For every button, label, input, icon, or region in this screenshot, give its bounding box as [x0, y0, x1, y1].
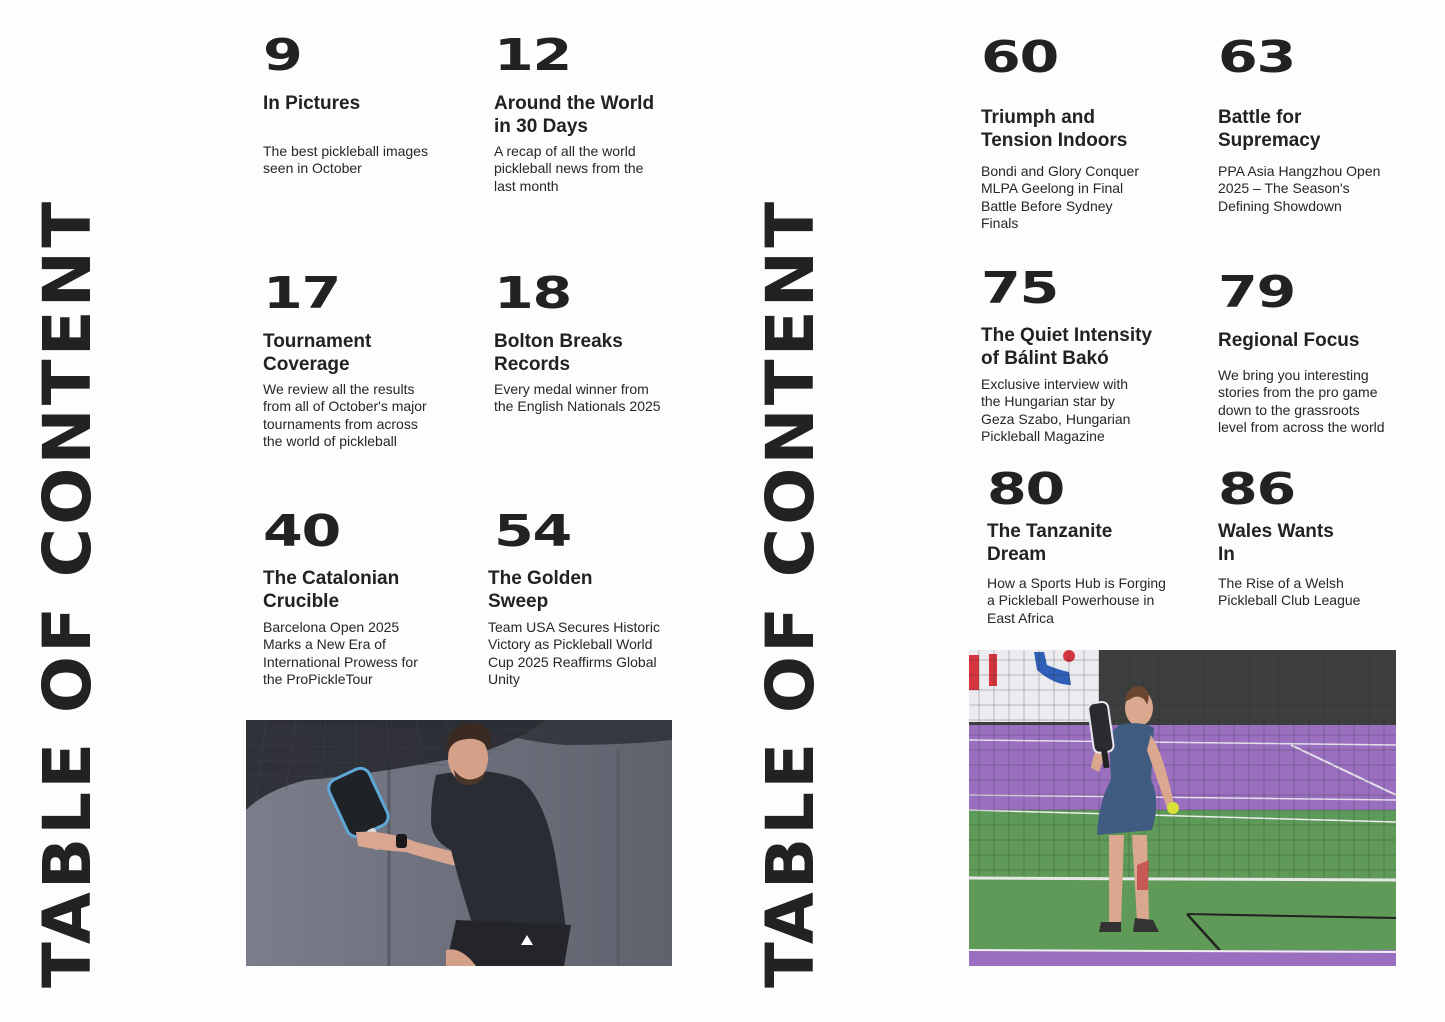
entry-heading: Battle for Supremacy [1218, 107, 1321, 151]
toc-entry[interactable] [263, 268, 473, 450]
entry-heading: The Golden Sweep [488, 568, 593, 612]
entry-heading: Bolton Breaks Records [494, 331, 623, 375]
entry-heading: Tournament Coverage [263, 331, 372, 375]
toc-entry[interactable] [263, 506, 473, 688]
page-number: 63 [1218, 32, 1296, 83]
toc-entry[interactable] [1218, 267, 1428, 436]
entry-heading: The Catalonian Crucible [263, 568, 400, 612]
vertical-title-left: TABLE OF CONTENT [29, 198, 106, 988]
toc-entry[interactable] [1218, 464, 1428, 609]
vertical-title-right: TABLE OF CONTENT [752, 198, 829, 988]
toc-entry[interactable] [987, 464, 1197, 626]
toc-entry[interactable] [488, 506, 698, 688]
entry-description: The Rise of a Welsh Pickleball Club League [1218, 575, 1361, 609]
toc-entry[interactable] [494, 30, 704, 194]
entry-heading: The Tanzanite Dream [987, 521, 1113, 565]
entry-description: A recap of all the world pickleball news from the last month [494, 143, 644, 194]
toc-entry[interactable] [494, 268, 704, 415]
entry-heading: In Pictures [263, 93, 361, 114]
page-number: 18 [494, 268, 572, 319]
entry-description: We review all the results from all of October's major tournaments from across the world of pickleball [263, 381, 427, 450]
entry-heading: Regional Focus [1218, 330, 1360, 351]
entry-heading: Around the World in 30 Days [494, 93, 655, 137]
toc-entry[interactable] [981, 263, 1191, 445]
page-number: 54 [494, 506, 572, 557]
entry-description: How a Sports Hub is Forging a Pickleball Powerhouse in East Africa [987, 575, 1166, 626]
page-number: 17 [263, 268, 341, 319]
entry-description: Every medal winner from the English Nationals 2025 [494, 381, 661, 415]
page-number: 86 [1218, 464, 1296, 515]
page-number: 80 [987, 464, 1065, 515]
toc-entry[interactable] [263, 30, 473, 177]
entry-description: Bondi and Glory Conquer MLPA Geelong in Final Battle Before Sydney Finals [981, 163, 1139, 232]
entry-description: Exclusive interview with the Hungarian star by Geza Szabo, Hungarian Pickleball Magazine [981, 376, 1131, 445]
page-number: 9 [263, 30, 302, 81]
page-number: 75 [981, 263, 1059, 314]
photo-female-player [969, 650, 1396, 966]
entry-description: PPA Asia Hangzhou Open 2025 – The Season's Defining Showdown [1218, 163, 1381, 214]
toc-entry[interactable] [1218, 32, 1428, 214]
page-number: 12 [494, 30, 572, 81]
entry-description: The best pickleball images seen in October [263, 143, 428, 177]
entry-description: Barcelona Open 2025 Marks a New Era of International Prowess for the ProPickleTour [263, 619, 418, 688]
player-photo-illustration [246, 720, 672, 966]
entry-heading: Triumph and Tension Indoors [981, 107, 1128, 151]
entry-heading: The Quiet Intensity of Bálint Bakó [981, 325, 1153, 369]
toc-entry[interactable] [981, 32, 1191, 232]
player-photo-illustration [969, 650, 1396, 966]
photo-male-player [246, 720, 672, 966]
page-number: 60 [981, 32, 1059, 83]
page-number: 40 [263, 506, 341, 557]
entry-heading: Wales Wants In [1218, 521, 1334, 565]
entry-description: We bring you interesting stories from the pro game down to the grassroots level from across the world [1218, 367, 1385, 436]
entry-description: Team USA Secures Historic Victory as Pickleball World Cup 2025 Reaffirms Global Unity [488, 619, 660, 688]
page-number: 79 [1218, 267, 1296, 318]
